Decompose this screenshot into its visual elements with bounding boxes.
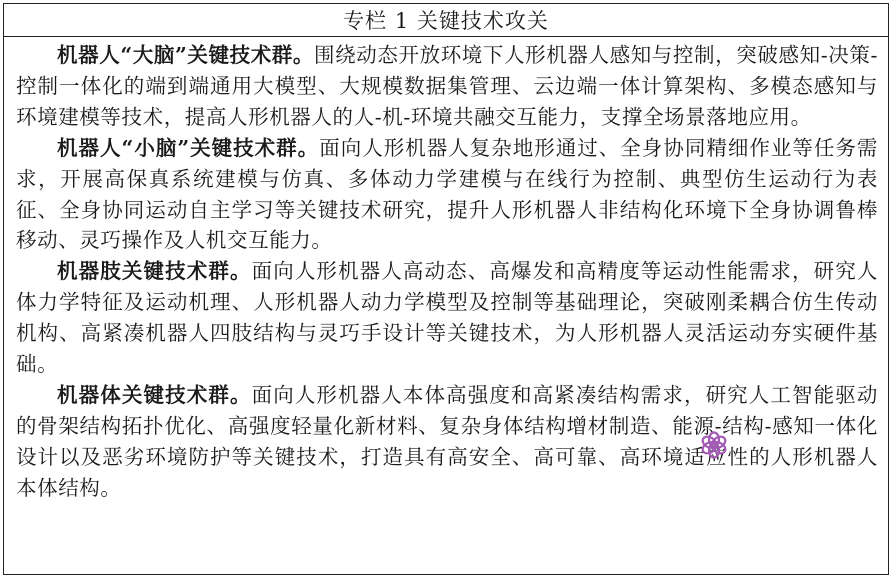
paragraph-text: 面向人形机器人本体高强度和高紧凑结构需求，研究人工智能驱动的骨架结构拓扑优化、高强度轻量化新材料、复杂身体结构增材制造、能源-结构-感知一体化设计以及恶劣环境防护等关键技术，打造具有高安全、高可靠、高环境适应性的人形机器人本体结构。 xyxy=(16,382,878,500)
paragraph-text: 围绕动态开放环境下人形机器人感知与控制，突破感知-决策-控制一体化的端到端通用大模型、大规模数据集管理、云边端一体计算架构、多模态感知与环境建模等技术，提高人形机器人的人-机-环境共融交互能力，支撑全场景落地应用。 xyxy=(16,43,878,129)
paragraph-lead: 机器肢关键技术群。 xyxy=(57,259,252,284)
paragraph-lead: 机器人“大脑”关键技术群。 xyxy=(57,43,315,67)
paragraph-text: 面向人形机器人复杂地形通过、全身协同精细作业等任务需求，开展高保真系统建模与仿真、多体动力学建模与在线行为控制、典型仿生运动行为表征、全身协同运动自主学习等关键技术研究，提升人形机器人非结构化环境下全身协调鲁棒移动、灵巧操作及人机交互能力。 xyxy=(16,135,878,253)
paragraph-body xyxy=(16,380,878,504)
paragraph-brain xyxy=(16,40,878,133)
paragraph-limbs xyxy=(16,256,878,380)
paragraph-lead: 机器人“小脑”关键技术群。 xyxy=(57,135,320,160)
feature-box xyxy=(3,3,889,575)
paragraph-text: 面向人形机器人高动态、高爆发和高精度等运动性能需求，研究人体力学特征及运动机理、人形机器人动力学模型及控制等基础理论，突破刚柔耦合仿生传动机构、高紧凑机器人四肢结构与灵巧手设计等关键技术，为人形机器人灵活运动夯实硬件基础。 xyxy=(16,259,878,377)
paragraph-cerebellum xyxy=(16,133,878,257)
paragraph-lead: 机器体关键技术群。 xyxy=(57,382,252,407)
knot-logo-icon xyxy=(699,430,729,460)
box-title: 专栏 1 关键技术攻关 xyxy=(4,4,888,37)
box-content xyxy=(4,37,888,504)
